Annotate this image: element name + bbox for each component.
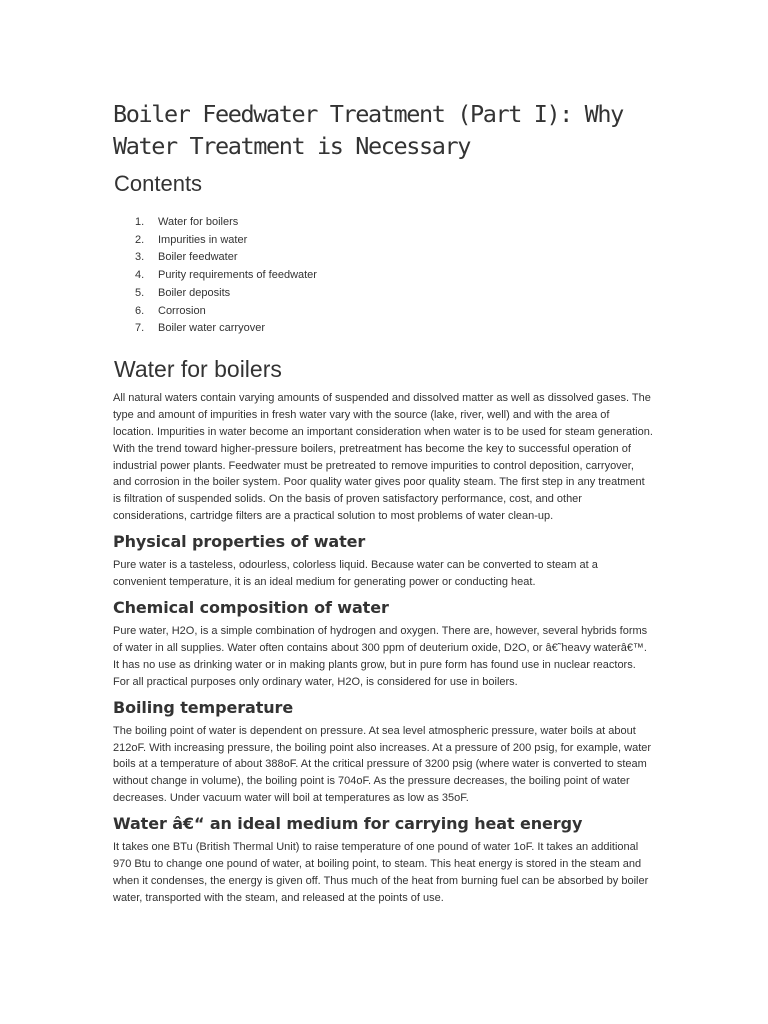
toc-item-number: 7.	[135, 322, 145, 335]
toc-item-number: 6.	[135, 304, 145, 317]
section-heading-chemical-composition: Chemical composition of water	[113, 597, 389, 617]
toc-item-number: 2.	[135, 233, 145, 246]
toc-item[interactable]	[113, 249, 658, 267]
toc-item-label: Corrosion	[158, 304, 206, 317]
section-heading-boiling-temperature: Boiling temperature	[113, 697, 294, 717]
section-text-boiling-temperature: The boiling point of water is dependent on pressure. At sea level atmospheric pressure, water boils at about 212oF. With increasing pressure, the boiling point also increases. At a pressure of 200 psig, for example, water boils at a temperature of about 388oF. At the critical pressure of 3200 psig (where water is converted to steam without change in volume), the boiling point is 704oF. As the pressure decreases, the boiling point of water decreases. Under vacuum water will boil at temperatures as low as 35oF.	[113, 724, 652, 805]
contents-heading: Contents	[114, 171, 203, 196]
toc-item-number: 4.	[135, 269, 145, 282]
toc-item-label: Boiler water carryover	[158, 322, 265, 335]
section-heading-water-for-boilers: Water for boilers	[114, 355, 282, 382]
section-heading-physical-properties: Physical properties of water	[113, 532, 366, 552]
toc-item[interactable]	[113, 232, 658, 250]
toc-item[interactable]	[113, 320, 658, 338]
section-text-water-for-boilers: All natural waters contain varying amounts of suspended and dissolved matter as well as dissolved gases. The type and amount of impurities in fresh water vary with the source (lake, river, well) and with the area of location. Impurities in water become an important consideration when water is to be used for steam generation. With the trend toward higher-pressure boilers, pretreatment has become the key to successful operation of industrial power plants. Feedwater must be pretreated to remove impurities to control deposition, carryover, and corrosion in the boiler system. Poor quality water gives poor quality steam. The first step in any treatment is filtration of suspended solids. On the basis of proven satisfactory performance, cost, and other considerations, cartridge filters are a practical solution to most problems of water clean-up.	[113, 391, 653, 523]
toc-item-label: Boiler feedwater	[158, 251, 238, 264]
toc-item[interactable]	[113, 303, 658, 321]
toc-item-number: 1.	[135, 216, 145, 228]
toc-item-label: Water for boilers	[158, 216, 239, 228]
toc-item-label: Impurities in water	[158, 233, 248, 246]
toc-item-number: 3.	[135, 251, 145, 264]
toc-item-label: Purity requirements of feedwater	[158, 269, 317, 282]
toc-item-label: Boiler deposits	[158, 286, 231, 299]
section-text-physical-properties: Pure water is a tasteless, odourless, colorless liquid. Because water can be converted to steam at a convenient temperature, it is an ideal medium for generating power or conducting heat.	[113, 559, 598, 589]
toc-item[interactable]	[113, 214, 658, 232]
toc-item-number: 5.	[135, 286, 145, 299]
toc-item[interactable]	[113, 267, 658, 285]
section-heading-heat-energy: Water â€“ an ideal medium for carrying heat energy	[113, 814, 583, 834]
toc-item[interactable]	[113, 285, 658, 303]
section-text-chemical-composition: Pure water, H2O, is a simple combination of hydrogen and oxygen. There are, however, several hybrids forms of water in all supplies. Water often contains about 300 ppm of deuterium oxide, D2O, or â€˜heavy waterâ€™. It has no use as drinking water or in making plants grow, but in pure form has found use in nuclear reactors. For all practical purposes only ordinary water, H2O, is considered for use in boilers.	[113, 624, 648, 688]
document-title: Boiler Feedwater Treatment (Part I): Why Water Treatment is Necessary	[113, 100, 623, 160]
table-of-contents	[113, 214, 658, 338]
section-text-heat-energy: It takes one BTu (British Thermal Unit) to raise temperature of one pound of water 1oF. It takes an additional 970 Btu to change one pound of water, at boiling point, to steam. This heat energy is stored in the steam and when it condenses, the energy is given off. Thus much of the heat from burning fuel can be absorbed by boiler water, transported with the steam, and released at the points of use.	[113, 841, 649, 904]
